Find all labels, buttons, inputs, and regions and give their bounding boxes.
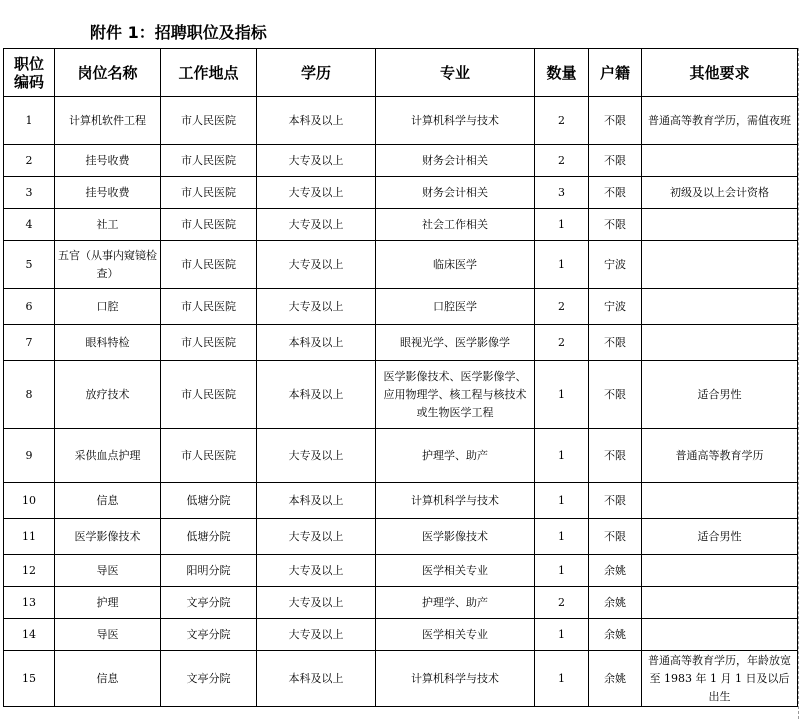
cell-other: 适合男性 (642, 519, 798, 555)
cell-code: 4 (4, 209, 55, 241)
cell-position: 挂号收费 (55, 177, 161, 209)
cell-major: 社会工作相关 (376, 209, 535, 241)
cell-location: 低塘分院 (161, 519, 257, 555)
cell-quantity: 1 (535, 555, 589, 587)
cell-education: 本科及以上 (257, 483, 376, 519)
cell-code: 5 (4, 241, 55, 289)
table-row (4, 177, 798, 209)
table-row (4, 519, 798, 555)
cell-position: 信息 (55, 651, 161, 707)
cell-code: 11 (4, 519, 55, 555)
cell-residence: 不限 (589, 177, 642, 209)
cell-code: 8 (4, 361, 55, 429)
cell-major: 医学影像技术 (376, 519, 535, 555)
cell-position: 采供血点护理 (55, 429, 161, 483)
cell-major: 财务会计相关 (376, 145, 535, 177)
cell-residence: 余姚 (589, 555, 642, 587)
header-education: 学历 (257, 49, 376, 97)
cell-residence: 余姚 (589, 651, 642, 707)
cell-location: 市人民医院 (161, 145, 257, 177)
cell-education: 本科及以上 (257, 361, 376, 429)
cell-location: 阳明分院 (161, 555, 257, 587)
cell-position: 眼科特检 (55, 325, 161, 361)
cell-other: 普通高等教育学历，年龄放宽至 1983 年 1 月 1 日及以后出生 (642, 651, 798, 707)
cell-position: 导医 (55, 619, 161, 651)
header-row (4, 49, 798, 97)
table-row (4, 145, 798, 177)
cell-position: 放疗技术 (55, 361, 161, 429)
cell-residence: 不限 (589, 145, 642, 177)
cell-education: 大专及以上 (257, 209, 376, 241)
cell-location: 低塘分院 (161, 483, 257, 519)
cell-education: 大专及以上 (257, 289, 376, 325)
cell-quantity: 1 (535, 519, 589, 555)
cell-education: 大专及以上 (257, 241, 376, 289)
cell-location: 市人民医院 (161, 289, 257, 325)
cell-quantity: 1 (535, 619, 589, 651)
cell-location: 文亭分院 (161, 587, 257, 619)
header-other: 其他要求 (642, 49, 798, 97)
cell-code: 15 (4, 651, 55, 707)
cell-quantity: 2 (535, 587, 589, 619)
table-row (4, 209, 798, 241)
cell-other (642, 145, 798, 177)
cell-education: 大专及以上 (257, 619, 376, 651)
cell-location: 文亭分院 (161, 651, 257, 707)
cell-education: 本科及以上 (257, 325, 376, 361)
cell-other (642, 241, 798, 289)
cell-quantity: 1 (535, 429, 589, 483)
table-row (4, 619, 798, 651)
cell-quantity: 1 (535, 241, 589, 289)
cell-code: 3 (4, 177, 55, 209)
cell-residence: 余姚 (589, 619, 642, 651)
cell-code: 12 (4, 555, 55, 587)
cell-quantity: 1 (535, 361, 589, 429)
table-row (4, 587, 798, 619)
cell-major: 口腔医学 (376, 289, 535, 325)
cell-other: 初级及以上会计资格 (642, 177, 798, 209)
cell-residence: 不限 (589, 429, 642, 483)
table-row (4, 289, 798, 325)
cell-location: 市人民医院 (161, 97, 257, 145)
cell-residence: 余姚 (589, 587, 642, 619)
cell-residence: 宁波 (589, 241, 642, 289)
cell-major: 医学影像技术、医学影像学、应用物理学、核工程与核技术或生物医学工程 (376, 361, 535, 429)
cell-major: 护理学、助产 (376, 587, 535, 619)
cell-other (642, 325, 798, 361)
table-row (4, 651, 798, 707)
cell-position: 护理 (55, 587, 161, 619)
cell-quantity: 3 (535, 177, 589, 209)
cell-quantity: 2 (535, 145, 589, 177)
header-code: 职位编码 (4, 49, 55, 97)
cell-residence: 不限 (589, 483, 642, 519)
cell-residence: 不限 (589, 361, 642, 429)
table-row (4, 429, 798, 483)
cell-education: 大专及以上 (257, 519, 376, 555)
cell-other (642, 209, 798, 241)
page-edge-line (798, 48, 799, 719)
cell-position: 信息 (55, 483, 161, 519)
cell-major: 眼视光学、医学影像学 (376, 325, 535, 361)
cell-other: 普通高等教育学历 (642, 429, 798, 483)
cell-location: 市人民医院 (161, 325, 257, 361)
cell-major: 计算机科学与技术 (376, 651, 535, 707)
table-row (4, 361, 798, 429)
table-row (4, 241, 798, 289)
cell-location: 市人民医院 (161, 361, 257, 429)
header-location: 工作地点 (161, 49, 257, 97)
cell-code: 1 (4, 97, 55, 145)
cell-major: 临床医学 (376, 241, 535, 289)
header-residence: 户籍 (589, 49, 642, 97)
cell-quantity: 2 (535, 325, 589, 361)
cell-education: 大专及以上 (257, 555, 376, 587)
header-position: 岗位名称 (55, 49, 161, 97)
cell-location: 市人民医院 (161, 209, 257, 241)
cell-education: 本科及以上 (257, 97, 376, 145)
cell-other (642, 587, 798, 619)
cell-other: 普通高等教育学历，需值夜班 (642, 97, 798, 145)
cell-quantity: 1 (535, 209, 589, 241)
cell-education: 大专及以上 (257, 587, 376, 619)
cell-major: 计算机科学与技术 (376, 483, 535, 519)
cell-residence: 不限 (589, 325, 642, 361)
cell-position: 医学影像技术 (55, 519, 161, 555)
cell-residence: 不限 (589, 209, 642, 241)
cell-code: 13 (4, 587, 55, 619)
cell-code: 6 (4, 289, 55, 325)
cell-major: 计算机科学与技术 (376, 97, 535, 145)
cell-position: 挂号收费 (55, 145, 161, 177)
cell-other (642, 289, 798, 325)
table-row (4, 325, 798, 361)
cell-location: 市人民医院 (161, 177, 257, 209)
cell-other: 适合男性 (642, 361, 798, 429)
cell-location: 文亭分院 (161, 619, 257, 651)
table-row (4, 555, 798, 587)
cell-position: 计算机软件工程 (55, 97, 161, 145)
cell-education: 本科及以上 (257, 651, 376, 707)
header-quantity: 数量 (535, 49, 589, 97)
cell-residence: 宁波 (589, 289, 642, 325)
table-row (4, 97, 798, 145)
recruitment-table (3, 48, 798, 707)
cell-education: 大专及以上 (257, 145, 376, 177)
cell-major: 护理学、助产 (376, 429, 535, 483)
cell-major: 财务会计相关 (376, 177, 535, 209)
cell-major: 医学相关专业 (376, 555, 535, 587)
cell-code: 14 (4, 619, 55, 651)
cell-location: 市人民医院 (161, 429, 257, 483)
cell-other (642, 555, 798, 587)
cell-quantity: 1 (535, 651, 589, 707)
cell-quantity: 2 (535, 289, 589, 325)
cell-residence: 不限 (589, 97, 642, 145)
cell-education: 大专及以上 (257, 429, 376, 483)
cell-position: 导医 (55, 555, 161, 587)
cell-quantity: 2 (535, 97, 589, 145)
cell-code: 2 (4, 145, 55, 177)
cell-code: 7 (4, 325, 55, 361)
cell-position: 口腔 (55, 289, 161, 325)
cell-code: 9 (4, 429, 55, 483)
cell-position: 社工 (55, 209, 161, 241)
cell-major: 医学相关专业 (376, 619, 535, 651)
page-title: 附件 1：招聘职位及指标 (90, 23, 267, 42)
cell-quantity: 1 (535, 483, 589, 519)
cell-position: 五官（从事内窥镜检查） (55, 241, 161, 289)
header-major: 专业 (376, 49, 535, 97)
cell-education: 大专及以上 (257, 177, 376, 209)
cell-code: 10 (4, 483, 55, 519)
cell-other (642, 483, 798, 519)
cell-other (642, 619, 798, 651)
cell-residence: 不限 (589, 519, 642, 555)
cell-location: 市人民医院 (161, 241, 257, 289)
table-row (4, 483, 798, 519)
